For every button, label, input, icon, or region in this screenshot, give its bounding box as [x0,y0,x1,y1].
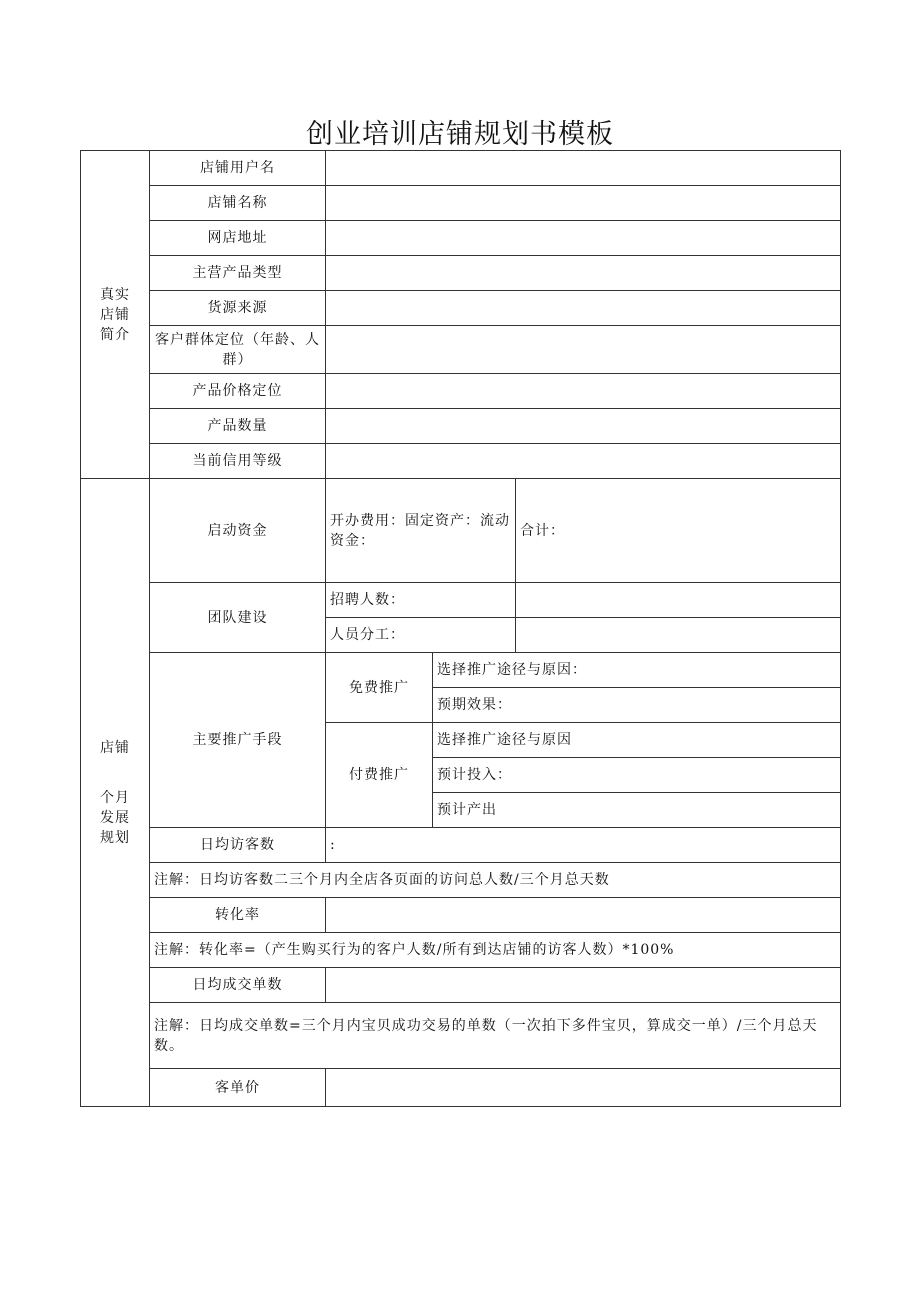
note-conversion-rate: 注解：转化率=（产生购买行为的客户人数/所有到达店铺的访客人数）*100% [150,933,841,968]
label-customer-positioning: 客户群体定位（年龄、人群） [150,326,326,374]
field-conversion-rate[interactable] [326,898,841,933]
label-store-username: 店铺用户名 [150,151,326,186]
label-main-promotion: 主要推广手段 [150,653,326,828]
field-store-name[interactable] [326,186,841,221]
label-recruit-count: 招聘人数： [326,583,516,618]
label-free-promotion: 免费推广 [326,653,433,723]
label-main-product-type: 主营产品类型 [150,256,326,291]
field-startup-capital-total[interactable]: 合计： [516,479,841,583]
label-supply-source: 货源来源 [150,291,326,326]
label-credit-level: 当前信用等级 [150,444,326,479]
field-paid-promotion-channel[interactable]: 选择推广途径与原因 [433,723,841,758]
label-conversion-rate: 转化率 [150,898,326,933]
field-paid-promotion-output[interactable]: 预计产出 [433,793,841,828]
label-staff-division: 人员分工： [326,618,516,653]
section-development-plan-label: 店铺 个月 发展 规划 [81,479,150,1107]
label-paid-promotion: 付费推广 [326,723,433,828]
label-store-name: 店铺名称 [150,186,326,221]
field-store-url[interactable] [326,221,841,256]
field-supply-source[interactable] [326,291,841,326]
label-price-positioning: 产品价格定位 [150,374,326,409]
note-daily-visitors: 注解：日均访客数二三个月内全店各页面的访问总人数/三个月总天数 [150,863,841,898]
field-recruit-count[interactable] [516,583,841,618]
field-product-quantity[interactable] [326,409,841,444]
label-team-building: 团队建设 [150,583,326,653]
field-staff-division[interactable] [516,618,841,653]
section-store-intro-label: 真实 店铺 简介 [81,151,150,479]
label-startup-capital: 启动资金 [150,479,326,583]
label-store-url: 网店地址 [150,221,326,256]
label-unit-price: 客单价 [150,1069,326,1107]
document-title: 创业培训店铺规划书模板 [306,119,614,150]
note-daily-orders: 注解：日均成交单数=三个月内宝贝成功交易的单数（一次拍下多件宝贝，算成交一单）/三个月总天数。 [150,1003,841,1069]
label-daily-orders: 日均成交单数 [150,968,326,1003]
plan-form-table [80,150,841,1107]
field-price-positioning[interactable] [326,374,841,409]
field-paid-promotion-investment[interactable]: 预计投入： [433,758,841,793]
field-daily-orders[interactable] [326,968,841,1003]
field-main-product-type[interactable] [326,256,841,291]
field-free-promotion-effect[interactable]: 预期效果： [433,688,841,723]
field-free-promotion-channel[interactable]: 选择推广途径与原因： [433,653,841,688]
field-daily-visitors[interactable]: : [326,828,841,863]
field-unit-price[interactable] [326,1069,841,1107]
field-customer-positioning[interactable] [326,326,841,374]
label-daily-visitors: 日均访客数 [150,828,326,863]
field-credit-level[interactable] [326,444,841,479]
field-startup-capital-detail[interactable]: 开办费用：固定资产：流动 资金： [326,479,516,583]
label-product-quantity: 产品数量 [150,409,326,444]
field-store-username[interactable] [326,151,841,186]
